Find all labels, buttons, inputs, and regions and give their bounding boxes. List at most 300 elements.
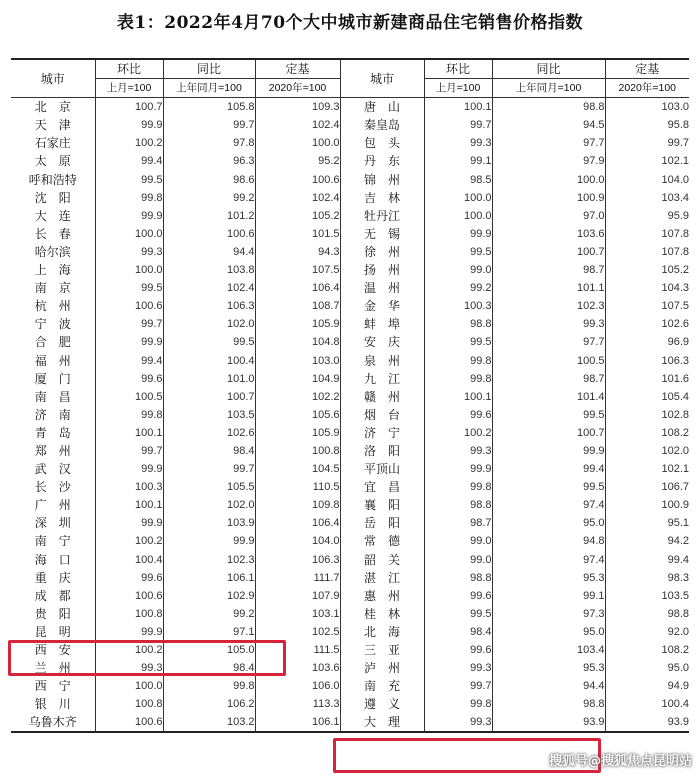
table-row bbox=[11, 695, 689, 713]
yoy-value-left: 98.4 bbox=[163, 659, 255, 677]
base-value-left: 105.9 bbox=[255, 424, 340, 442]
base-value-left: 109.8 bbox=[255, 496, 340, 514]
mom-value-left: 99.6 bbox=[95, 569, 163, 587]
base-value-right: 95.9 bbox=[605, 207, 689, 225]
city-name-right: 平顶山 bbox=[340, 460, 424, 478]
mom-value-left: 99.7 bbox=[95, 442, 163, 460]
yoy-value-right: 95.3 bbox=[492, 569, 605, 587]
price-index-table bbox=[11, 58, 689, 733]
base-value-left: 95.2 bbox=[255, 152, 340, 170]
base-value-right: 106.7 bbox=[605, 478, 689, 496]
base-value-right: 100.4 bbox=[605, 695, 689, 713]
base-value-right: 102.8 bbox=[605, 406, 689, 424]
mom-value-right: 99.5 bbox=[424, 333, 492, 351]
mom-value-right: 100.2 bbox=[424, 424, 492, 442]
base-value-left: 106.4 bbox=[255, 514, 340, 532]
mom-value-left: 99.9 bbox=[95, 514, 163, 532]
mom-value-right: 99.0 bbox=[424, 532, 492, 550]
yoy-value-left: 97.8 bbox=[163, 134, 255, 152]
table-row bbox=[11, 171, 689, 189]
mom-value-right: 99.0 bbox=[424, 261, 492, 279]
base-value-left: 103.0 bbox=[255, 352, 340, 370]
base-value-left: 105.9 bbox=[255, 315, 340, 333]
mom-value-right: 99.7 bbox=[424, 116, 492, 134]
city-name-right: 牡丹江 bbox=[340, 207, 424, 225]
city-name-left: 厦 门 bbox=[34, 371, 71, 386]
city-name-right: 泉 州 bbox=[340, 352, 424, 370]
base-value-left: 107.9 bbox=[255, 587, 340, 605]
city-name-right: 包 头 bbox=[340, 134, 424, 152]
mom-value-left: 100.1 bbox=[95, 496, 163, 514]
city-name-right: 烟 台 bbox=[340, 406, 424, 424]
yoy-value-left: 96.3 bbox=[163, 152, 255, 170]
mom-value-right: 98.4 bbox=[424, 623, 492, 641]
yoy-value-left: 105.5 bbox=[163, 478, 255, 496]
city-name-right: 桂 林 bbox=[340, 605, 424, 623]
city-name-left: 杭 州 bbox=[34, 299, 71, 314]
city-name-right: 三 亚 bbox=[340, 641, 424, 659]
yoy-value-right: 99.9 bbox=[492, 442, 605, 460]
base-value-left: 113.3 bbox=[255, 695, 340, 713]
yoy-value-right: 103.4 bbox=[492, 641, 605, 659]
yoy-value-right: 100.7 bbox=[492, 424, 605, 442]
city-name-right: 南 充 bbox=[340, 677, 424, 695]
header-city-right: 城市 bbox=[340, 59, 424, 98]
mom-value-right: 100.0 bbox=[424, 189, 492, 207]
yoy-value-left: 98.4 bbox=[163, 442, 255, 460]
yoy-value-right: 99.5 bbox=[492, 406, 605, 424]
base-value-left: 104.0 bbox=[255, 532, 340, 550]
base-value-left: 110.5 bbox=[255, 478, 340, 496]
table-row bbox=[11, 352, 689, 370]
table-row bbox=[11, 279, 689, 297]
base-value-right: 98.3 bbox=[605, 569, 689, 587]
city-name-right: 吉 林 bbox=[340, 189, 424, 207]
city-name-right: 常 德 bbox=[340, 532, 424, 550]
yoy-value-right: 99.5 bbox=[492, 478, 605, 496]
city-name-right: 大 理 bbox=[340, 713, 424, 732]
mom-value-left: 100.6 bbox=[95, 297, 163, 315]
base-value-right: 102.6 bbox=[605, 315, 689, 333]
base-value-left: 103.6 bbox=[255, 659, 340, 677]
table-row bbox=[11, 424, 689, 442]
header-row-1 bbox=[11, 59, 689, 79]
yoy-value-right: 97.0 bbox=[492, 207, 605, 225]
table-row bbox=[11, 152, 689, 170]
yoy-value-left: 101.0 bbox=[163, 370, 255, 388]
mom-value-right: 99.3 bbox=[424, 442, 492, 460]
base-value-right: 100.9 bbox=[605, 496, 689, 514]
city-name-right: 扬 州 bbox=[340, 261, 424, 279]
city-name-left: 西 安 bbox=[34, 643, 71, 657]
yoy-value-right: 100.7 bbox=[492, 243, 605, 261]
yoy-value-right: 101.4 bbox=[492, 388, 605, 406]
base-value-right: 102.0 bbox=[605, 442, 689, 460]
sub-yoy-right: 上年同月=100 bbox=[492, 79, 605, 98]
mom-value-left: 99.5 bbox=[95, 171, 163, 189]
yoy-value-right: 95.0 bbox=[492, 623, 605, 641]
yoy-value-left: 106.3 bbox=[163, 297, 255, 315]
table-row bbox=[11, 514, 689, 532]
mom-value-right: 98.8 bbox=[424, 315, 492, 333]
mom-value-left: 100.2 bbox=[95, 641, 163, 659]
city-name-left: 长 沙 bbox=[34, 480, 71, 495]
city-name-left: 成 都 bbox=[34, 588, 71, 603]
city-name-left: 银 川 bbox=[34, 697, 71, 712]
table-title: 表1：2022年4月70个大中城市新建商品住宅销售价格指数 bbox=[116, 13, 584, 33]
mom-value-right: 99.3 bbox=[424, 713, 492, 732]
table-row bbox=[11, 641, 689, 659]
city-name-left: 呼和浩特 bbox=[28, 172, 77, 187]
table-row bbox=[11, 189, 689, 207]
yoy-value-left: 98.6 bbox=[163, 171, 255, 189]
mom-value-left: 100.0 bbox=[95, 225, 163, 243]
mom-value-left: 100.1 bbox=[95, 424, 163, 442]
base-value-left: 100.6 bbox=[255, 171, 340, 189]
yoy-value-right: 94.5 bbox=[492, 116, 605, 134]
base-value-left: 105.2 bbox=[255, 207, 340, 225]
table-row bbox=[11, 297, 689, 315]
base-value-right: 94.2 bbox=[605, 532, 689, 550]
mom-value-right: 98.5 bbox=[424, 171, 492, 189]
yoy-value-right: 94.4 bbox=[492, 677, 605, 695]
base-value-right: 101.6 bbox=[605, 370, 689, 388]
city-name-left: 长 春 bbox=[34, 226, 71, 241]
base-value-left: 102.4 bbox=[255, 116, 340, 134]
yoy-value-left: 94.4 bbox=[163, 243, 255, 261]
mom-value-left: 99.9 bbox=[95, 460, 163, 478]
base-value-left: 100.0 bbox=[255, 134, 340, 152]
table-row bbox=[11, 569, 689, 587]
base-value-left: 111.5 bbox=[255, 641, 340, 659]
city-name-left: 沈 阳 bbox=[34, 190, 71, 205]
yoy-value-right: 93.9 bbox=[492, 713, 605, 732]
city-name-right: 九 江 bbox=[340, 370, 424, 388]
yoy-value-left: 100.6 bbox=[163, 225, 255, 243]
yoy-value-left: 103.5 bbox=[163, 406, 255, 424]
base-value-left: 107.5 bbox=[255, 261, 340, 279]
mom-value-right: 99.5 bbox=[424, 243, 492, 261]
yoy-value-right: 102.3 bbox=[492, 297, 605, 315]
table-row bbox=[11, 442, 689, 460]
base-value-right: 94.9 bbox=[605, 677, 689, 695]
mom-value-right: 99.0 bbox=[424, 551, 492, 569]
city-name-left: 广 州 bbox=[34, 498, 71, 513]
base-value-left: 94.3 bbox=[255, 243, 340, 261]
base-value-right: 104.3 bbox=[605, 279, 689, 297]
city-name-left: 福 州 bbox=[34, 353, 71, 368]
base-value-left: 109.3 bbox=[255, 98, 340, 117]
table-row bbox=[11, 623, 689, 641]
table-row bbox=[11, 496, 689, 514]
sub-mom-left: 上月=100 bbox=[95, 79, 163, 98]
mom-value-right: 99.8 bbox=[424, 352, 492, 370]
city-name-right: 安 庆 bbox=[340, 333, 424, 351]
base-value-left: 102.4 bbox=[255, 189, 340, 207]
city-name-left: 深 圳 bbox=[34, 516, 71, 531]
table-row bbox=[11, 460, 689, 478]
mom-value-right: 99.7 bbox=[424, 677, 492, 695]
table-row bbox=[11, 370, 689, 388]
yoy-value-left: 105.8 bbox=[163, 98, 255, 117]
yoy-value-left: 103.2 bbox=[163, 713, 255, 732]
mom-value-left: 100.2 bbox=[95, 134, 163, 152]
base-value-left: 104.9 bbox=[255, 370, 340, 388]
table-row bbox=[11, 225, 689, 243]
city-name-right: 韶 关 bbox=[340, 551, 424, 569]
base-value-right: 99.7 bbox=[605, 134, 689, 152]
yoy-value-left: 102.4 bbox=[163, 279, 255, 297]
city-name-left: 北 京 bbox=[34, 100, 71, 115]
table-row bbox=[11, 333, 689, 351]
city-name-right: 徐 州 bbox=[340, 243, 424, 261]
mom-value-right: 99.8 bbox=[424, 478, 492, 496]
mom-value-left: 99.9 bbox=[95, 116, 163, 134]
mom-value-left: 100.8 bbox=[95, 605, 163, 623]
table-row bbox=[11, 207, 689, 225]
mom-value-right: 99.8 bbox=[424, 370, 492, 388]
yoy-value-left: 97.1 bbox=[163, 623, 255, 641]
yoy-value-left: 102.3 bbox=[163, 551, 255, 569]
city-name-right: 洛 阳 bbox=[340, 442, 424, 460]
mom-value-right: 100.0 bbox=[424, 207, 492, 225]
city-name-left: 乌鲁木齐 bbox=[28, 715, 77, 730]
table-row bbox=[11, 587, 689, 605]
mom-value-left: 100.0 bbox=[95, 261, 163, 279]
city-name-right: 襄 阳 bbox=[340, 496, 424, 514]
base-value-left: 106.1 bbox=[255, 713, 340, 732]
mom-value-left: 99.8 bbox=[95, 189, 163, 207]
city-name-left: 太 原 bbox=[34, 154, 71, 169]
base-value-left: 101.5 bbox=[255, 225, 340, 243]
base-value-left: 111.7 bbox=[255, 569, 340, 587]
yoy-value-left: 102.0 bbox=[163, 315, 255, 333]
city-name-left: 上 海 bbox=[34, 263, 71, 278]
yoy-value-left: 106.2 bbox=[163, 695, 255, 713]
base-value-left: 106.3 bbox=[255, 551, 340, 569]
city-name-left: 南 京 bbox=[34, 281, 71, 296]
yoy-value-left: 101.2 bbox=[163, 207, 255, 225]
base-value-right: 92.0 bbox=[605, 623, 689, 641]
table-row bbox=[11, 532, 689, 550]
yoy-value-right: 98.7 bbox=[492, 370, 605, 388]
sub-yoy-left: 上年同月=100 bbox=[163, 79, 255, 98]
mom-value-left: 100.6 bbox=[95, 587, 163, 605]
mom-value-right: 99.6 bbox=[424, 406, 492, 424]
base-value-left: 106.4 bbox=[255, 279, 340, 297]
table-row bbox=[11, 134, 689, 152]
yoy-value-right: 97.3 bbox=[492, 605, 605, 623]
yoy-value-right: 97.9 bbox=[492, 152, 605, 170]
base-value-right: 105.2 bbox=[605, 261, 689, 279]
mom-value-right: 98.7 bbox=[424, 514, 492, 532]
header-base-right: 定基 bbox=[605, 59, 689, 79]
base-value-right: 99.4 bbox=[605, 551, 689, 569]
yoy-value-right: 95.3 bbox=[492, 659, 605, 677]
mom-value-right: 99.9 bbox=[424, 225, 492, 243]
yoy-value-right: 97.7 bbox=[492, 333, 605, 351]
base-value-right: 104.0 bbox=[605, 171, 689, 189]
base-value-right: 102.1 bbox=[605, 152, 689, 170]
city-name-left: 天 津 bbox=[34, 118, 71, 133]
city-name-right: 遵 义 bbox=[340, 695, 424, 713]
city-name-left: 济 南 bbox=[34, 407, 71, 422]
mom-value-right: 99.3 bbox=[424, 659, 492, 677]
yoy-value-left: 106.1 bbox=[163, 569, 255, 587]
header-yoy-left: 同比 bbox=[163, 59, 255, 79]
yoy-value-left: 102.9 bbox=[163, 587, 255, 605]
base-value-right: 95.1 bbox=[605, 514, 689, 532]
mom-value-left: 99.3 bbox=[95, 659, 163, 677]
base-value-right: 103.0 bbox=[605, 98, 689, 117]
base-value-right: 105.4 bbox=[605, 388, 689, 406]
mom-value-left: 100.3 bbox=[95, 478, 163, 496]
header-city-left: 城市 bbox=[11, 59, 95, 98]
mom-value-right: 100.1 bbox=[424, 388, 492, 406]
city-name-left: 西 宁 bbox=[34, 679, 71, 694]
yoy-value-right: 99.4 bbox=[492, 460, 605, 478]
yoy-value-right: 101.1 bbox=[492, 279, 605, 297]
table-row bbox=[11, 406, 689, 424]
city-name-right: 丹 东 bbox=[340, 152, 424, 170]
city-name-right: 岳 阳 bbox=[340, 514, 424, 532]
city-name-left: 宁 波 bbox=[34, 317, 71, 332]
table-row bbox=[11, 243, 689, 261]
city-name-left: 海 口 bbox=[34, 552, 71, 567]
city-name-right: 宜 昌 bbox=[340, 478, 424, 496]
mom-value-left: 99.8 bbox=[95, 406, 163, 424]
city-name-left: 武 汉 bbox=[34, 462, 71, 477]
mom-value-left: 100.4 bbox=[95, 551, 163, 569]
table-row bbox=[11, 478, 689, 496]
city-name-right: 泸 州 bbox=[340, 659, 424, 677]
base-value-right: 107.5 bbox=[605, 297, 689, 315]
yoy-value-right: 98.8 bbox=[492, 98, 605, 117]
yoy-value-right: 100.5 bbox=[492, 352, 605, 370]
header-base-left: 定基 bbox=[255, 59, 340, 79]
mom-value-left: 99.4 bbox=[95, 352, 163, 370]
city-name-right: 济 宁 bbox=[340, 424, 424, 442]
yoy-value-left: 103.8 bbox=[163, 261, 255, 279]
mom-value-right: 99.2 bbox=[424, 279, 492, 297]
city-name-right: 惠 州 bbox=[340, 587, 424, 605]
base-value-right: 93.9 bbox=[605, 713, 689, 732]
yoy-value-right: 99.3 bbox=[492, 315, 605, 333]
table-row bbox=[11, 388, 689, 406]
yoy-value-left: 105.0 bbox=[163, 641, 255, 659]
sub-base-right: 2020年=100 bbox=[605, 79, 689, 98]
base-value-right: 98.8 bbox=[605, 605, 689, 623]
yoy-value-right: 97.4 bbox=[492, 496, 605, 514]
city-name-right: 温 州 bbox=[340, 279, 424, 297]
city-name-left: 青 岛 bbox=[34, 425, 71, 440]
yoy-value-left: 99.2 bbox=[163, 605, 255, 623]
mom-value-left: 100.6 bbox=[95, 713, 163, 732]
base-value-right: 102.1 bbox=[605, 460, 689, 478]
header-mom-left: 环比 bbox=[95, 59, 163, 79]
base-value-right: 108.2 bbox=[605, 641, 689, 659]
base-value-right: 106.3 bbox=[605, 352, 689, 370]
base-value-right: 108.2 bbox=[605, 424, 689, 442]
city-name-right: 锦 州 bbox=[340, 171, 424, 189]
base-value-right: 107.8 bbox=[605, 225, 689, 243]
mom-value-right: 99.6 bbox=[424, 587, 492, 605]
base-value-left: 100.8 bbox=[255, 442, 340, 460]
mom-value-right: 99.1 bbox=[424, 152, 492, 170]
base-value-left: 106.0 bbox=[255, 677, 340, 695]
yoy-value-left: 99.7 bbox=[163, 460, 255, 478]
yoy-value-right: 98.8 bbox=[492, 695, 605, 713]
city-name-left: 郑 州 bbox=[34, 443, 71, 458]
mom-value-right: 99.5 bbox=[424, 605, 492, 623]
city-name-left: 贵 阳 bbox=[34, 606, 71, 621]
mom-value-right: 100.1 bbox=[424, 98, 492, 117]
city-name-left: 昆 明 bbox=[34, 624, 71, 639]
mom-value-right: 100.3 bbox=[424, 297, 492, 315]
mom-value-left: 99.9 bbox=[95, 207, 163, 225]
base-value-left: 103.1 bbox=[255, 605, 340, 623]
mom-value-left: 99.6 bbox=[95, 370, 163, 388]
sub-base-left: 2020年=100 bbox=[255, 79, 340, 98]
header-yoy-right: 同比 bbox=[492, 59, 605, 79]
yoy-value-right: 95.0 bbox=[492, 514, 605, 532]
city-name-left: 石家庄 bbox=[34, 136, 71, 151]
base-value-right: 103.5 bbox=[605, 587, 689, 605]
mom-value-left: 99.7 bbox=[95, 315, 163, 333]
base-value-left: 102.5 bbox=[255, 623, 340, 641]
city-name-left: 哈尔滨 bbox=[34, 244, 71, 259]
city-name-right: 北 海 bbox=[340, 623, 424, 641]
base-value-left: 104.8 bbox=[255, 333, 340, 351]
base-value-right: 103.4 bbox=[605, 189, 689, 207]
yoy-value-right: 97.4 bbox=[492, 551, 605, 569]
mom-value-left: 99.3 bbox=[95, 243, 163, 261]
yoy-value-left: 99.7 bbox=[163, 116, 255, 134]
mom-value-left: 99.9 bbox=[95, 623, 163, 641]
yoy-value-left: 100.7 bbox=[163, 388, 255, 406]
header-mom-right: 环比 bbox=[424, 59, 492, 79]
yoy-value-right: 100.9 bbox=[492, 189, 605, 207]
table-row bbox=[11, 315, 689, 333]
yoy-value-right: 99.1 bbox=[492, 587, 605, 605]
base-value-left: 102.2 bbox=[255, 388, 340, 406]
yoy-value-right: 94.8 bbox=[492, 532, 605, 550]
yoy-value-left: 99.2 bbox=[163, 189, 255, 207]
city-name-right: 金 华 bbox=[340, 297, 424, 315]
sub-mom-right: 上月=100 bbox=[424, 79, 492, 98]
city-name-left: 重 庆 bbox=[34, 570, 71, 585]
yoy-value-right: 100.0 bbox=[492, 171, 605, 189]
mom-value-right: 99.8 bbox=[424, 695, 492, 713]
city-name-left: 南 宁 bbox=[34, 534, 71, 549]
table-row bbox=[11, 677, 689, 695]
table-row bbox=[11, 116, 689, 134]
mom-value-right: 99.9 bbox=[424, 460, 492, 478]
base-value-right: 107.8 bbox=[605, 243, 689, 261]
table-row bbox=[11, 713, 689, 732]
yoy-value-left: 103.9 bbox=[163, 514, 255, 532]
mom-value-right: 99.6 bbox=[424, 641, 492, 659]
table-row bbox=[11, 605, 689, 623]
base-value-left: 105.6 bbox=[255, 406, 340, 424]
table-body bbox=[11, 98, 689, 733]
base-value-left: 104.5 bbox=[255, 460, 340, 478]
city-name-right: 秦皇岛 bbox=[340, 116, 424, 134]
mom-value-right: 98.8 bbox=[424, 569, 492, 587]
base-value-right: 95.0 bbox=[605, 659, 689, 677]
mom-value-left: 100.5 bbox=[95, 388, 163, 406]
city-name-right: 赣 州 bbox=[340, 388, 424, 406]
